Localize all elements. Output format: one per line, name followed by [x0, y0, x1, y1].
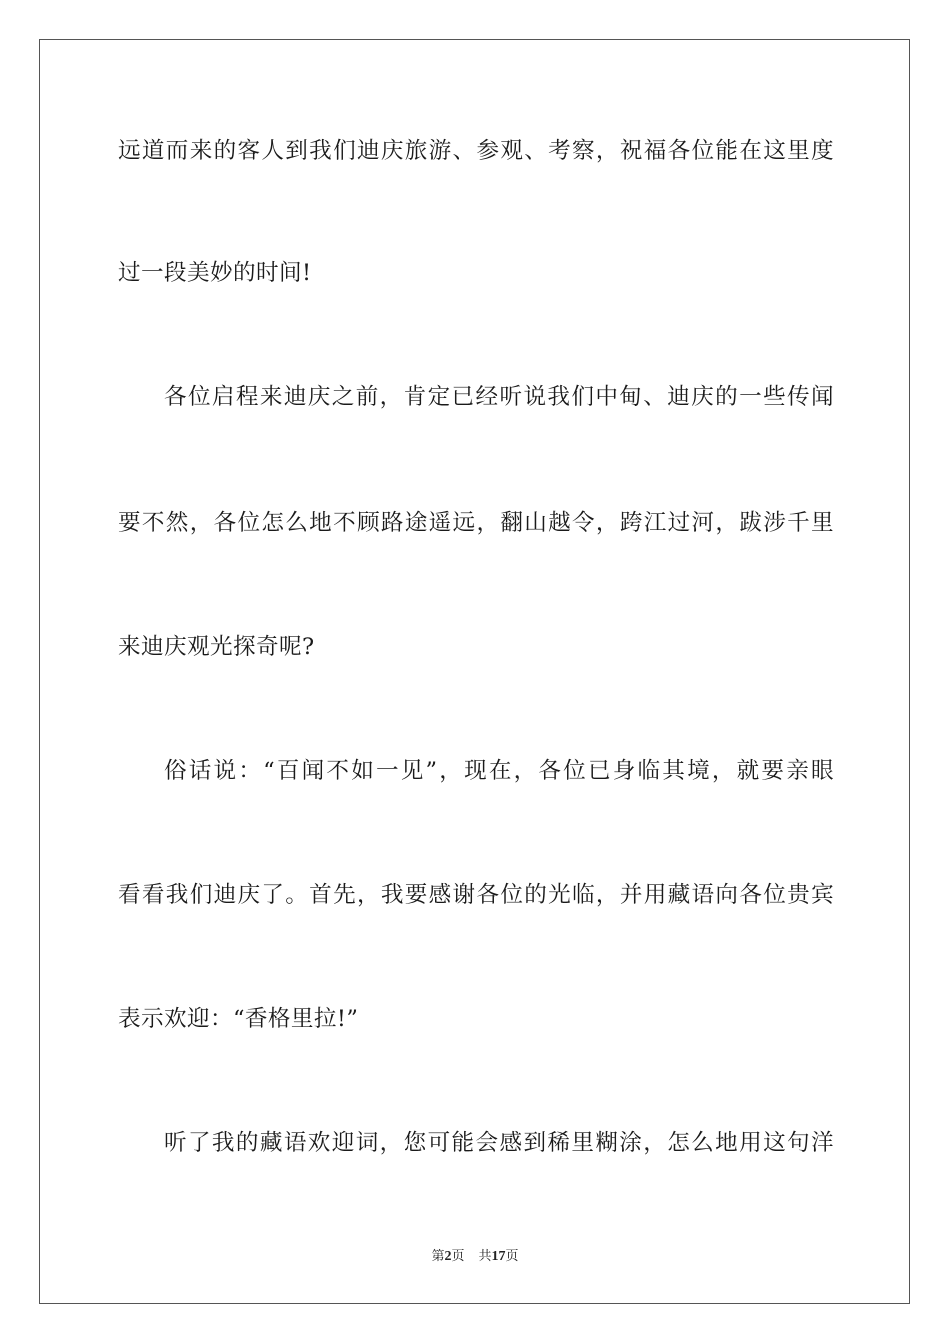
- page-number: 2: [444, 1249, 452, 1264]
- text-line-6: 俗话说：“百闻不如一见”，现在，各位已身临其境，就要亲眼: [164, 758, 834, 784]
- total-prefix: 共: [478, 1249, 492, 1264]
- total-suffix: 页: [505, 1249, 519, 1264]
- page-border: [39, 39, 910, 1304]
- total-pages: 17: [491, 1249, 506, 1264]
- text-line-1: 远道而来的客人到我们迪庆旅游、参观、考察，祝福各位能在这里度: [118, 138, 834, 164]
- text-line-9: 听了我的藏语欢迎词，您可能会感到稀里糊涂，怎么地用这句洋: [164, 1130, 834, 1156]
- page-footer: [0, 1248, 950, 1266]
- text-line-8: 表示欢迎：“香格里拉!”: [118, 1006, 359, 1032]
- page-suffix: 页: [451, 1249, 465, 1264]
- text-line-5: 来迪庆观光探奇呢?: [118, 634, 315, 660]
- text-line-4: 要不然，各位怎么地不顾路途遥远，翻山越令，跨江过河，跋涉千里: [118, 510, 834, 536]
- text-line-3: 各位启程来迪庆之前，肯定已经听说我们中甸、迪庆的一些传闻: [164, 384, 834, 410]
- text-line-2: 过一段美妙的时间!: [118, 260, 312, 286]
- text-line-7: 看看我们迪庆了。首先，我要感谢各位的光临，并用藏语向各位贵宾: [118, 882, 834, 908]
- page-prefix: 第: [431, 1249, 445, 1264]
